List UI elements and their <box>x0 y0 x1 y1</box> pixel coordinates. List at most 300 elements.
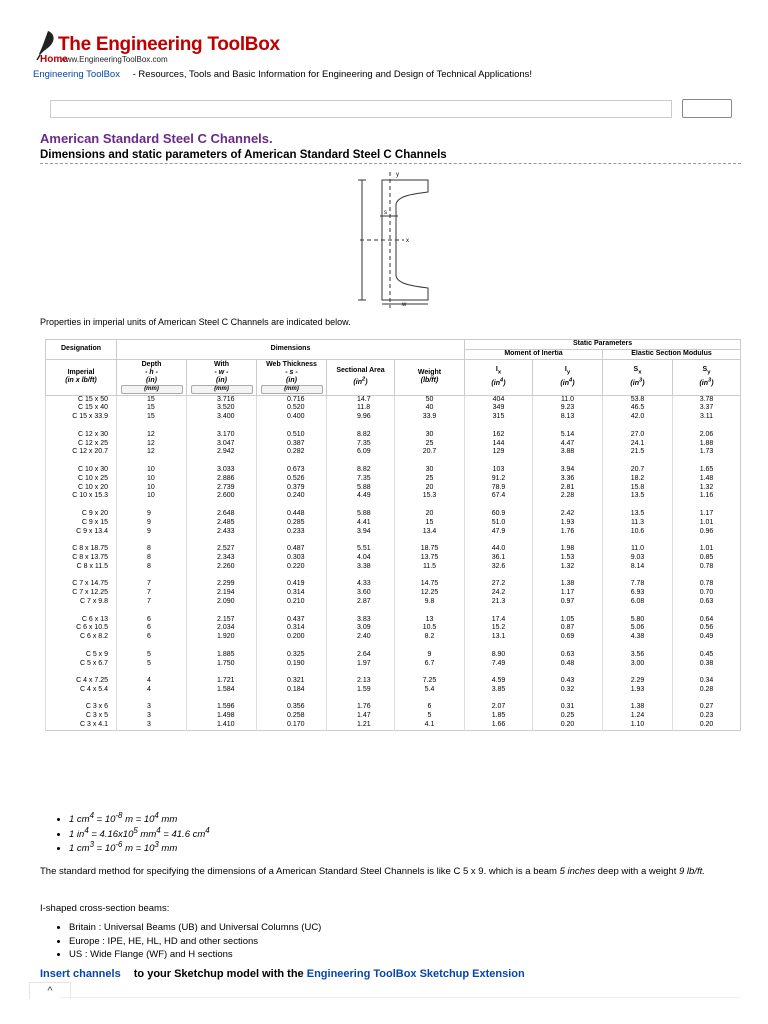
diagram-y-label: y <box>396 172 399 178</box>
table-row <box>46 475 741 484</box>
table-cell: 2.090 <box>187 598 257 607</box>
table-cell: 1.16 <box>673 492 741 501</box>
c-channel-table <box>45 339 741 731</box>
table-row <box>46 545 741 554</box>
spec-paragraph: The standard method for specifying the dimensions of a American Standard Steel Channels is like C 5 x 9. which is a beam 5 inches deep with a weight 9 lb/ft. <box>40 866 705 877</box>
table-cell: C 6 x 13 <box>46 616 117 625</box>
table-cell: C 3 x 5 <box>46 712 117 721</box>
table-cell: 4.38 <box>603 633 673 642</box>
table-cell: 6.09 <box>327 448 395 457</box>
table-row <box>46 563 741 572</box>
table-cell: 0.419 <box>257 580 327 589</box>
table-cell: 11.5 <box>395 563 465 572</box>
table-cell: C 9 x 15 <box>46 519 117 528</box>
table-cell: 6.93 <box>603 589 673 598</box>
table-cell: 404 <box>465 395 533 404</box>
table-row <box>46 633 741 642</box>
table-cell: C 15 x 40 <box>46 404 117 413</box>
table-cell: 3.00 <box>603 660 673 669</box>
table-cell: 14.7 <box>327 395 395 404</box>
table-cell: 2.28 <box>533 492 603 501</box>
depth-header: Depth - h - (in) (mm) <box>117 359 187 395</box>
table-cell: 0.45 <box>673 651 741 660</box>
table-cell: 2.42 <box>533 510 603 519</box>
table-cell: 0.31 <box>533 703 603 712</box>
table-cell: 2.06 <box>673 431 741 440</box>
table-cell: 103 <box>465 466 533 475</box>
table-cell: 5 <box>395 712 465 721</box>
table-row <box>46 703 741 712</box>
table-cell: 2.343 <box>187 554 257 563</box>
page-subtitle: Dimensions and static parameters of American Standard Steel C Channels <box>40 149 447 161</box>
table-cell: 6.7 <box>395 660 465 669</box>
table-cell: 11.3 <box>603 519 673 528</box>
table-cell: 7.78 <box>603 580 673 589</box>
table-cell: 9.23 <box>533 404 603 413</box>
table-row <box>46 431 741 440</box>
engineering-toolbox-link[interactable]: Engineering ToolBox <box>33 69 120 80</box>
table-row <box>46 440 741 449</box>
table-cell: 1.21 <box>327 721 395 730</box>
table-cell: 21.5 <box>603 448 673 457</box>
table-cell: 9 <box>395 651 465 660</box>
c-channel-diagram <box>340 168 440 310</box>
table-cell: 5 <box>117 660 187 669</box>
table-cell: 0.32 <box>533 686 603 695</box>
table-cell: 2.40 <box>327 633 395 642</box>
table-row <box>46 413 741 422</box>
table-cell: 5.80 <box>603 616 673 625</box>
table-cell: 15.3 <box>395 492 465 501</box>
iy-header: $I_y$ $(in^4)$ <box>533 359 603 395</box>
table-cell: 3.11 <box>673 413 741 422</box>
table-cell: 0.38 <box>673 660 741 669</box>
table-spacer-row <box>46 536 741 545</box>
table-cell: 0.510 <box>257 431 327 440</box>
table-cell: C 10 x 20 <box>46 484 117 493</box>
table-cell: 1.38 <box>603 703 673 712</box>
table-row <box>46 528 741 537</box>
table-cell: 8 <box>117 554 187 563</box>
table-cell: 2.64 <box>327 651 395 660</box>
table-row <box>46 660 741 669</box>
diagram-s-label: s <box>384 210 387 216</box>
table-cell: 2.886 <box>187 475 257 484</box>
table-cell: 12 <box>117 448 187 457</box>
search-button[interactable] <box>682 99 732 118</box>
table-cell: 0.78 <box>673 563 741 572</box>
table-cell: 2.194 <box>187 589 257 598</box>
table-cell: 162 <box>465 431 533 440</box>
table-cell: 5.06 <box>603 624 673 633</box>
table-row <box>46 589 741 598</box>
table-cell: 27.2 <box>465 580 533 589</box>
esm-header: Elastic Section Modulus <box>603 349 741 359</box>
table-cell: 1.410 <box>187 721 257 730</box>
search-input[interactable] <box>50 100 672 118</box>
table-cell: 8 <box>117 545 187 554</box>
table-cell: 0.49 <box>673 633 741 642</box>
table-cell: 0.69 <box>533 633 603 642</box>
table-cell: 1.885 <box>187 651 257 660</box>
table-cell: 7.25 <box>395 677 465 686</box>
table-row <box>46 519 741 528</box>
table-cell: 0.70 <box>673 589 741 598</box>
table-cell: 30 <box>395 431 465 440</box>
width-header: With - w - (in) (mm) <box>187 359 257 395</box>
table-cell: C 9 x 13.4 <box>46 528 117 537</box>
table-cell: 13.5 <box>603 492 673 501</box>
table-cell: 0.526 <box>257 475 327 484</box>
table-cell: 0.48 <box>533 660 603 669</box>
table-cell: C 8 x 13.75 <box>46 554 117 563</box>
table-cell: 15 <box>117 395 187 404</box>
table-cell: C 6 x 10.5 <box>46 624 117 633</box>
table-row <box>46 580 741 589</box>
table-cell: 0.63 <box>533 651 603 660</box>
table-cell: 0.28 <box>673 686 741 695</box>
table-cell: C 3 x 6 <box>46 703 117 712</box>
table-cell: 5.88 <box>327 510 395 519</box>
table-cell: 1.65 <box>673 466 741 475</box>
table-cell: 10.5 <box>395 624 465 633</box>
table-row <box>46 395 741 404</box>
table-cell: 6 <box>117 616 187 625</box>
table-cell: 1.10 <box>603 721 673 730</box>
sketchup-extension-link[interactable]: Engineering ToolBox Sketchup Extension <box>306 968 525 980</box>
table-cell: C 15 x 33.9 <box>46 413 117 422</box>
table-cell: 0.233 <box>257 528 327 537</box>
table-cell: 1.38 <box>533 580 603 589</box>
table-cell: 3.033 <box>187 466 257 475</box>
table-cell: 1.05 <box>533 616 603 625</box>
table-cell: 1.920 <box>187 633 257 642</box>
table-cell: 3.85 <box>465 686 533 695</box>
table-cell: 349 <box>465 404 533 413</box>
table-row <box>46 598 741 607</box>
table-cell: 51.0 <box>465 519 533 528</box>
table-cell: 0.356 <box>257 703 327 712</box>
table-cell: 12.25 <box>395 589 465 598</box>
sketchup-text: to your Sketchup model with the <box>133 968 307 980</box>
table-cell: 91.2 <box>465 475 533 484</box>
table-cell: 1.17 <box>673 510 741 519</box>
table-cell: 13 <box>395 616 465 625</box>
table-cell: 0.379 <box>257 484 327 493</box>
table-cell: 8 <box>117 563 187 572</box>
table-cell: 2.648 <box>187 510 257 519</box>
table-cell: 13.1 <box>465 633 533 642</box>
table-row <box>46 448 741 457</box>
table-cell: 0.43 <box>533 677 603 686</box>
table-cell: 20 <box>395 484 465 493</box>
table-cell: 3.94 <box>533 466 603 475</box>
sx-header: $S_x$ $(in^3)$ <box>603 359 673 395</box>
table-cell: 7.35 <box>327 440 395 449</box>
table-cell: 0.20 <box>533 721 603 730</box>
home-link[interactable]: Home <box>40 54 68 65</box>
table-cell: 12 <box>117 431 187 440</box>
table-row <box>46 404 741 413</box>
table-cell: 0.520 <box>257 404 327 413</box>
table-cell: 2.739 <box>187 484 257 493</box>
table-cell: 2.157 <box>187 616 257 625</box>
table-cell: 3.88 <box>533 448 603 457</box>
table-cell: 1.76 <box>327 703 395 712</box>
area-header: Sectional Area $(in^2)$ <box>327 359 395 395</box>
logo-title[interactable]: The Engineering ToolBox <box>58 34 280 55</box>
table-cell: 0.190 <box>257 660 327 669</box>
table-cell: 1.93 <box>533 519 603 528</box>
table-cell: 1.721 <box>187 677 257 686</box>
table-cell: 8.14 <box>603 563 673 572</box>
table-body <box>46 395 741 730</box>
table-cell: 1.24 <box>603 712 673 721</box>
table-cell: 315 <box>465 413 533 422</box>
table-cell: 7 <box>117 589 187 598</box>
table-cell: C 10 x 30 <box>46 466 117 475</box>
list-item: • US : Wide Flange (WF) and H sections <box>69 949 321 963</box>
table-cell: 6 <box>117 624 187 633</box>
table-cell: 129 <box>465 448 533 457</box>
table-row <box>46 510 741 519</box>
table-cell: C 5 x 6.7 <box>46 660 117 669</box>
table-cell: 15 <box>117 404 187 413</box>
table-row <box>46 712 741 721</box>
table-cell: 9.8 <box>395 598 465 607</box>
table-cell: 27.0 <box>603 431 673 440</box>
table-cell: 0.78 <box>673 580 741 589</box>
table-cell: 3.047 <box>187 440 257 449</box>
table-cell: 2.485 <box>187 519 257 528</box>
table-cell: 1.59 <box>327 686 395 695</box>
table-cell: C 4 x 5.4 <box>46 686 117 695</box>
table-cell: 13.4 <box>395 528 465 537</box>
table-cell: 8.82 <box>327 431 395 440</box>
table-cell: 21.3 <box>465 598 533 607</box>
table-cell: 1.32 <box>673 484 741 493</box>
table-cell: 10 <box>117 475 187 484</box>
table-cell: 10 <box>117 484 187 493</box>
unit-notes <box>55 811 210 855</box>
table-cell: 0.64 <box>673 616 741 625</box>
table-cell: 8.90 <box>465 651 533 660</box>
table-cell: 18.75 <box>395 545 465 554</box>
table-cell: 4.59 <box>465 677 533 686</box>
table-cell: 11.0 <box>533 395 603 404</box>
table-cell: 0.210 <box>257 598 327 607</box>
table-cell: 13.5 <box>603 510 673 519</box>
table-cell: 0.97 <box>533 598 603 607</box>
table-cell: 60.9 <box>465 510 533 519</box>
table-cell: 4 <box>117 686 187 695</box>
table-cell: 1.97 <box>327 660 395 669</box>
intro-text: Properties in imperial units of American Steel C Channels are indicated below. <box>40 317 351 327</box>
table-cell: 20 <box>395 510 465 519</box>
table-cell: 3 <box>117 712 187 721</box>
table-cell: 11.8 <box>327 404 395 413</box>
table-cell: 2.29 <box>603 677 673 686</box>
moi-header: Moment of Inertia <box>465 349 603 359</box>
table-cell: 3.60 <box>327 589 395 598</box>
table-cell: 1.750 <box>187 660 257 669</box>
table-cell: C 8 x 11.5 <box>46 563 117 572</box>
table-cell: C 6 x 8.2 <box>46 633 117 642</box>
table-cell: 9 <box>117 510 187 519</box>
table-cell: 15 <box>395 519 465 528</box>
table-cell: 5.88 <box>327 484 395 493</box>
table-cell: 78.9 <box>465 484 533 493</box>
table-cell: 17.4 <box>465 616 533 625</box>
table-cell: 10.6 <box>603 528 673 537</box>
table-cell: 14.75 <box>395 580 465 589</box>
table-cell: 0.716 <box>257 395 327 404</box>
table-spacer-row <box>46 668 741 677</box>
table-cell: 2.81 <box>533 484 603 493</box>
table-cell: 6 <box>117 633 187 642</box>
list-item: • Europe : IPE, HE, HL, HD and other sections <box>69 936 321 950</box>
table-cell: 0.23 <box>673 712 741 721</box>
table-cell: 0.220 <box>257 563 327 572</box>
table-cell: 2.13 <box>327 677 395 686</box>
table-cell: 25 <box>395 440 465 449</box>
table-cell: C 5 x 9 <box>46 651 117 660</box>
table-cell: 6.08 <box>603 598 673 607</box>
table-cell: 0.400 <box>257 413 327 422</box>
table-cell: 6 <box>395 703 465 712</box>
table-cell: C 12 x 30 <box>46 431 117 440</box>
table-cell: 67.4 <box>465 492 533 501</box>
table-cell: 3.716 <box>187 395 257 404</box>
table-row <box>46 624 741 633</box>
table-cell: 0.56 <box>673 624 741 633</box>
table-cell: 7.49 <box>465 660 533 669</box>
table-cell: 5.4 <box>395 686 465 695</box>
table-cell: C 7 x 14.75 <box>46 580 117 589</box>
table-cell: 1.53 <box>533 554 603 563</box>
table-cell: 50 <box>395 395 465 404</box>
table-cell: 8.13 <box>533 413 603 422</box>
table-cell: 1.01 <box>673 519 741 528</box>
list-item: • Britain : Universal Beams (UB) and Universal Columns (UC) <box>69 922 321 936</box>
table-cell: 47.9 <box>465 528 533 537</box>
table-cell: 1.17 <box>533 589 603 598</box>
table-cell: 0.240 <box>257 492 327 501</box>
table-row <box>46 484 741 493</box>
table-cell: 0.387 <box>257 440 327 449</box>
table-cell: C 8 x 18.75 <box>46 545 117 554</box>
table-cell: 24.2 <box>465 589 533 598</box>
table-cell: 1.32 <box>533 563 603 572</box>
unit-note: • 1 $cm^4 = 10^{-8}$ $m = 10^4$ mm <box>69 811 210 826</box>
table-cell: 0.258 <box>257 712 327 721</box>
table-spacer-row <box>46 501 741 510</box>
table-cell: 32.6 <box>465 563 533 572</box>
table-cell: 3.94 <box>327 528 395 537</box>
table-cell: 1.66 <box>465 721 533 730</box>
table-spacer-row <box>46 422 741 431</box>
table-cell: 3.170 <box>187 431 257 440</box>
table-row <box>46 677 741 686</box>
table-cell: 20.7 <box>395 448 465 457</box>
table-cell: 4.47 <box>533 440 603 449</box>
table-cell: 4.33 <box>327 580 395 589</box>
table-cell: 4.04 <box>327 554 395 563</box>
table-cell: 24.1 <box>603 440 673 449</box>
table-cell: 0.303 <box>257 554 327 563</box>
table-cell: 0.34 <box>673 677 741 686</box>
table-cell: 3.56 <box>603 651 673 660</box>
table-cell: 25 <box>395 475 465 484</box>
table-cell: 3.400 <box>187 413 257 422</box>
table-cell: C 12 x 20.7 <box>46 448 117 457</box>
table-cell: 0.184 <box>257 686 327 695</box>
table-cell: 0.170 <box>257 721 327 730</box>
table-cell: 3.37 <box>673 404 741 413</box>
table-spacer-row <box>46 572 741 581</box>
table-cell: 1.48 <box>673 475 741 484</box>
table-cell: 9.96 <box>327 413 395 422</box>
table-cell: C 3 x 4.1 <box>46 721 117 730</box>
table-cell: 3.36 <box>533 475 603 484</box>
table-cell: 5.51 <box>327 545 395 554</box>
table-cell: 1.584 <box>187 686 257 695</box>
table-cell: 3.83 <box>327 616 395 625</box>
table-cell: 3.520 <box>187 404 257 413</box>
table-cell: 9.03 <box>603 554 673 563</box>
table-cell: 2.260 <box>187 563 257 572</box>
table-cell: 0.673 <box>257 466 327 475</box>
table-cell: 2.034 <box>187 624 257 633</box>
bottom-divider <box>60 997 740 998</box>
table-cell: 3 <box>117 721 187 730</box>
imperial-header: Imperial (in x lb/ft) <box>46 359 117 395</box>
sy-header: $S_y$ $(in^3)$ <box>673 359 741 395</box>
table-cell: 1.76 <box>533 528 603 537</box>
table-cell: C 12 x 25 <box>46 440 117 449</box>
insert-channels-link[interactable]: Insert channels <box>40 968 121 980</box>
beams-heading: I-shaped cross-section beams: <box>40 903 170 914</box>
table-cell: 15.8 <box>603 484 673 493</box>
designation-header: Designation <box>46 340 117 360</box>
chevron-up-icon: ^ <box>47 985 53 997</box>
table-cell: 2.07 <box>465 703 533 712</box>
diagram-x-label: x <box>406 238 409 244</box>
table-cell: 0.63 <box>673 598 741 607</box>
table-cell: 53.8 <box>603 395 673 404</box>
table-cell: 4 <box>117 677 187 686</box>
table-cell: 0.314 <box>257 589 327 598</box>
table-cell: 15.2 <box>465 624 533 633</box>
table-cell: 2.299 <box>187 580 257 589</box>
table-row <box>46 721 741 730</box>
table-cell: 0.314 <box>257 624 327 633</box>
table-cell: 0.27 <box>673 703 741 712</box>
dashed-divider <box>40 163 741 164</box>
table-cell: 3.09 <box>327 624 395 633</box>
table-cell: 8.2 <box>395 633 465 642</box>
table-cell: C 15 x 50 <box>46 395 117 404</box>
table-cell: 0.87 <box>533 624 603 633</box>
web-header: Web Thickness - s - (in) (mm) <box>257 359 327 395</box>
table-cell: 1.47 <box>327 712 395 721</box>
table-cell: 4.41 <box>327 519 395 528</box>
table-cell: 4.49 <box>327 492 395 501</box>
table-cell: 0.325 <box>257 651 327 660</box>
table-cell: 0.285 <box>257 519 327 528</box>
table-cell: 8.82 <box>327 466 395 475</box>
table-cell: 11.0 <box>603 545 673 554</box>
